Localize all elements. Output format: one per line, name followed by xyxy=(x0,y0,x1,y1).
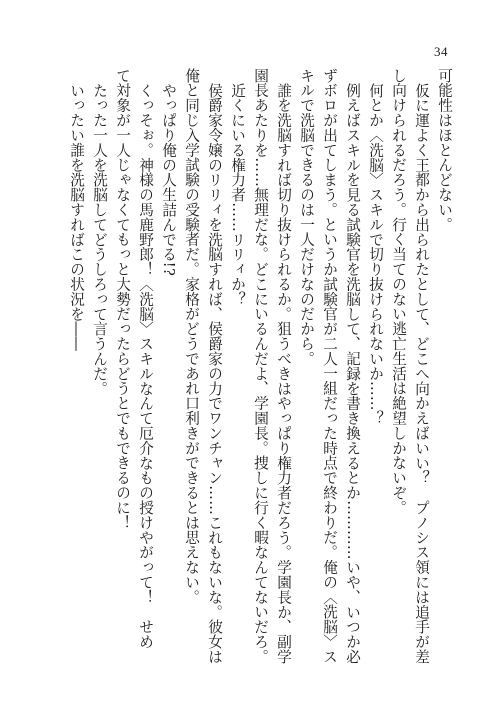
text-line: し向けられるだろう。行く当てのない逃亡生活は絶望しかないぞ。 xyxy=(390,68,407,515)
text-line: 可能性はほとんどない。 xyxy=(436,68,453,232)
text-line: やっぱり俺の人生詰んでる!? xyxy=(160,82,177,276)
text-line: ずボロが出てしまう。というか試験官が二人一組だった時点で終わりだ。俺の〈洗脳〉ス xyxy=(321,68,338,664)
page-number: 34 xyxy=(434,44,448,59)
text-line: キルで洗脳できるのは一人だけなのだから。 xyxy=(298,68,315,366)
text-line: 例えばスキルを見る試験官を洗脳して、記録を書き換えるとか…………いや、いつか必 xyxy=(344,82,361,664)
text-line: て対象が一人じゃなくてもっと大勢だったらどうとでもできるのに！ xyxy=(114,68,131,530)
text-line: いったい誰を洗脳すればこの状況を―― xyxy=(68,82,85,351)
text-line: くっそぉ。神様の馬鹿野郎！〈洗脳〉スキルなんて厄介なもの授けやがって！ せめ xyxy=(137,82,154,649)
text-line: 近くにいる権力者……リリィか？ xyxy=(229,82,246,307)
body-text-vertical xyxy=(36,68,456,668)
text-line: 何とか〈洗脳〉スキルで切り抜けられないか……？ xyxy=(367,82,384,426)
text-line: たった一人を洗脳してどうしろって言うんだ。 xyxy=(91,82,108,396)
text-line: 園長あたりを……無理だな。どこにいるんだよ、学園長。捜しに行く暇なんてないだろ。 xyxy=(252,68,269,664)
text-line: 侯爵家令嬢のリリィを洗脳すれば、侯爵家の力でワンチャン……これもないな。彼女は xyxy=(206,82,223,664)
text-line: 仮に運よく王都から出られたとして、どこへ向かえばいい？ プノシス領には追手が差 xyxy=(413,82,430,664)
text-line: 俺と同じ入学試験の受験者だ。家格がどうであれ口利きができるとは思えない。 xyxy=(183,68,200,605)
text-line: 誰を洗脳すれば切り抜けられるか。狙うべきはやっぱり権力者だろう。学園長か、副学 xyxy=(275,82,292,664)
